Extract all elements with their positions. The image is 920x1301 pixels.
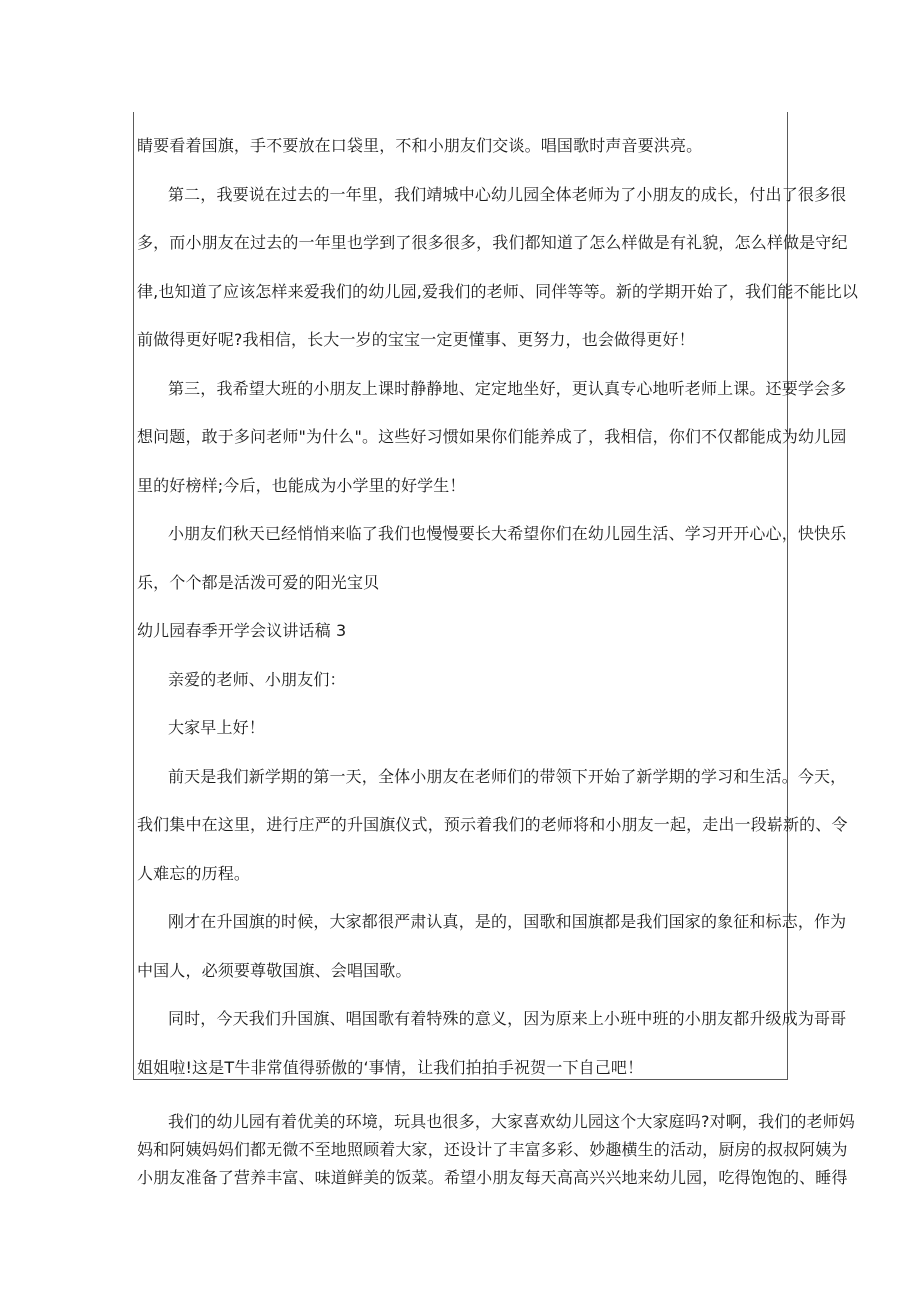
paragraph-line: 人难忘的历程。 <box>137 864 251 883</box>
paragraph-line: 前做得更好呢?我相信，长大一岁的宝宝一定更懂事、更努力，也会做得更好！ <box>137 330 695 349</box>
paragraph-line: 第二，我要说在过去的一年里，我们靖城中心幼儿园全体老师为了小朋友的成长，付出了很多很 <box>168 185 847 204</box>
salutation: 亲爱的老师、小朋友们： <box>168 670 346 689</box>
document-frame <box>133 112 788 1080</box>
paragraph-line: 中国人，必须要尊敬国旗、会唱国歌。 <box>137 961 412 980</box>
paragraph-line: 第三，我希望大班的小朋友上课时静静地、定定地坐好，更认真专心地听老师上课。还要学会多 <box>168 379 847 398</box>
paragraph-line: 多，而小朋友在过去的一年里也学到了很多很多，我们都知道了怎么样做是有礼貌，怎么样做是守纪 <box>137 233 848 252</box>
paragraph-line: 小朋友准备了营养丰富、味道鲜美的饭菜。希望小朋友每天高高兴兴地来幼儿园，吃得饱饱的、睡得 <box>137 1168 848 1187</box>
paragraph-line: 刚才在升国旗的时候，大家都很严肃认真，是的，国歌和国旗都是我们国家的象征和标志，作为 <box>168 912 847 931</box>
paragraph-line: 想问题，敢于多问老师"为什么"。这些好习惯如果你们能养成了，我相信，你们不仅都能成为幼儿园 <box>137 427 847 446</box>
paragraph-line: 姐姐啦!这是T牛非常值得骄傲的‘事情，让我们拍拍手祝贺一下自己吧！ <box>137 1058 644 1077</box>
paragraph-line: 我们集中在这里，进行庄严的升国旗仪式，预示着我们的老师将和小朋友一起，走出一段崭新的、令 <box>137 815 848 834</box>
greeting: 大家早上好！ <box>168 718 265 737</box>
paragraph-line: 睛要看着国旗，手不要放在口袋里，不和小朋友们交谈。唱国歌时声音要洪亮。 <box>137 136 703 155</box>
paragraph-line: 前天是我们新学期的第一天，全体小朋友在老师们的带领下开始了新学期的学习和生活。今天， <box>168 767 847 786</box>
paragraph-line: 小朋友们秋天已经悄悄来临了我们也慢慢要长大希望你们在幼儿园生活、学习开开心心，快快乐 <box>168 524 847 543</box>
paragraph-line: 我们的幼儿园有着优美的环境，玩具也很多，大家喜欢幼儿园这个大家庭吗?对啊，我们的老师妈 <box>168 1112 855 1131</box>
section-heading: 幼儿园春季开学会议讲话稿 3 <box>137 621 347 640</box>
paragraph-line: 同时，今天我们升国旗、唱国歌有着特殊的意义，因为原来上小班中班的小朋友都升级成为哥哥 <box>168 1009 847 1028</box>
paragraph-line: 律,也知道了应该怎样来爱我们的幼儿园,爱我们的老师、同伴等等。新的学期开始了，我们能不能比以 <box>137 282 859 301</box>
paragraph-line: 妈和阿姨妈妈们都无微不至地照顾着大家，还设计了丰富多彩、妙趣横生的活动，厨房的叔叔阿姨为 <box>137 1140 848 1159</box>
paragraph-line: 里的好榜样;今后，也能成为小学里的好学生！ <box>137 476 466 495</box>
paragraph-line: 乐，个个都是活泼可爱的阳光宝贝 <box>137 573 380 592</box>
